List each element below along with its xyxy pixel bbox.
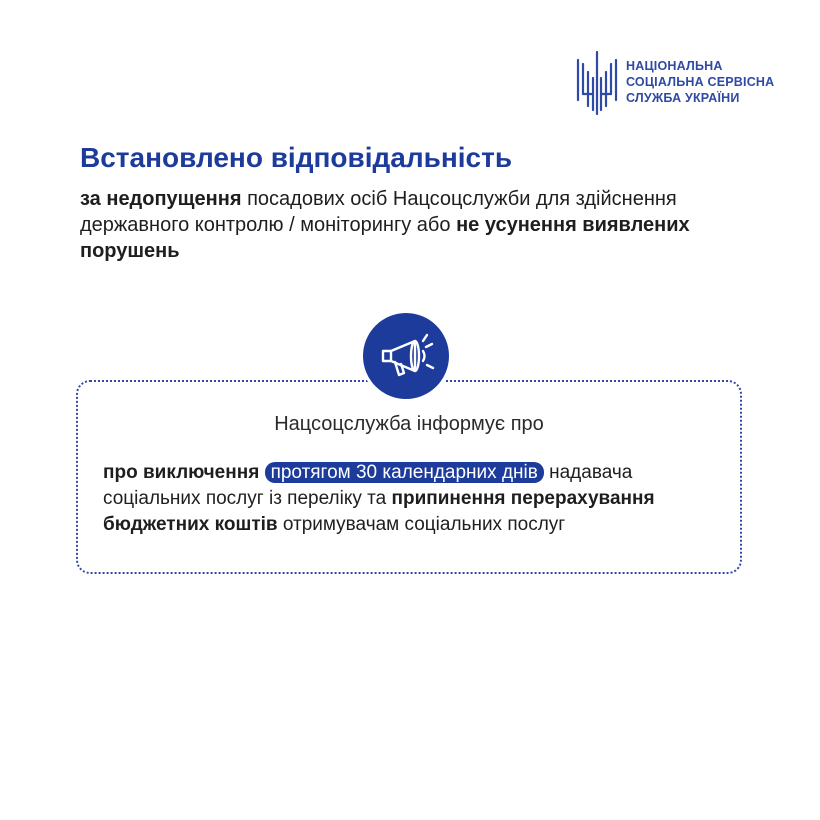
logo-line-3: СЛУЖБА УКРАЇНИ [626, 91, 740, 105]
info-card [76, 380, 742, 574]
logo [574, 48, 774, 116]
page-title: Встановлено відповідальність [80, 142, 513, 173]
card-bold-1: про виключення [103, 462, 260, 483]
subtitle-text-1: посадових осіб Нацсоцслужби для здійснення державного контролю / моніторингу або [80, 188, 677, 236]
subtitle-bold-2: не усунення виявлених порушень [80, 214, 690, 262]
logo-text [626, 58, 774, 106]
card-body [103, 460, 713, 538]
card-bold-2: припинення перерахування бюджетних коштів [103, 488, 655, 535]
card-text-1: надавача соціальних послуг із переліку та [103, 462, 633, 509]
card-highlight: протягом 30 календарних днів [265, 462, 544, 483]
megaphone-icon [371, 321, 441, 391]
logo-line-1: НАЦІОНАЛЬНА [626, 59, 723, 73]
subtitle-bold-1: за недопущення [80, 188, 242, 210]
logo-line-2: СОЦІАЛЬНА СЕРВІСНА [626, 75, 775, 89]
card-heading: Нацсоцслужба інформує про [274, 413, 544, 435]
trident-emblem-icon [574, 48, 620, 116]
megaphone-badge [360, 310, 452, 402]
subtitle [80, 186, 730, 264]
card-text-2: отримувачам соціальних послуг [277, 514, 566, 535]
